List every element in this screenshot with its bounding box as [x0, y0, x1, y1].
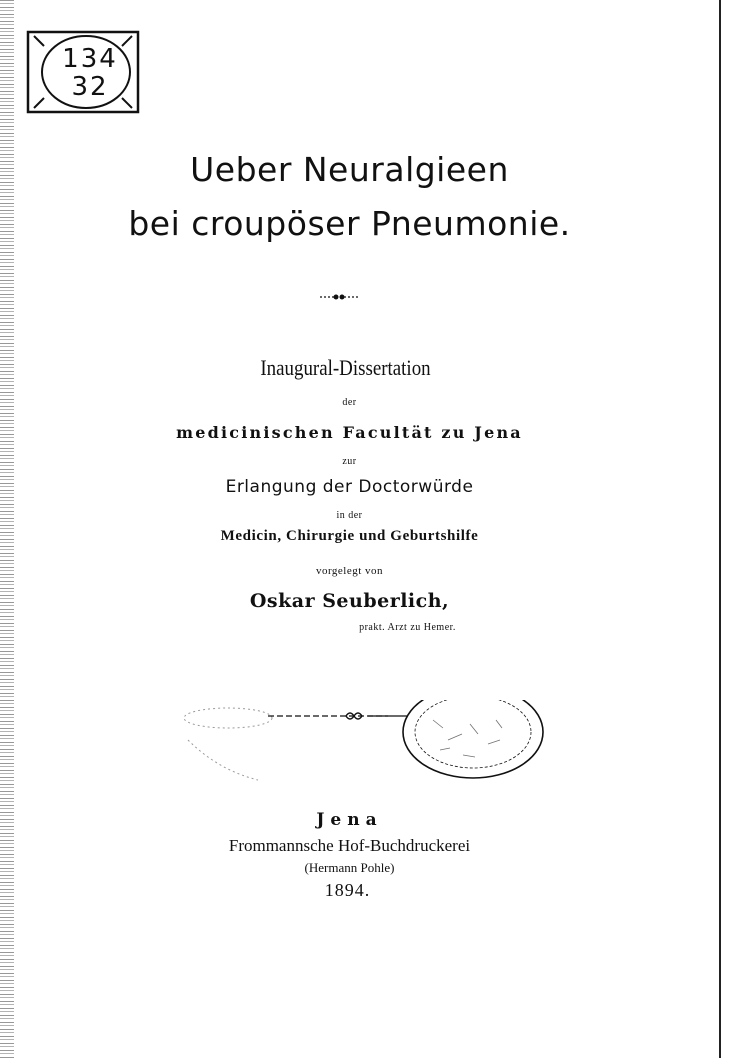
- purpose-line: Erlangung der Doctorwürde: [225, 477, 474, 497]
- dissertation-heading: Inaugural-Dissertation: [260, 355, 431, 380]
- fields-line: Medicin, Chirurgie und Geburtshilfe: [220, 528, 479, 544]
- presented-by-line: vorgelegt von: [315, 565, 384, 577]
- title-line-2: bei croupöser Pneumonie.: [128, 204, 571, 243]
- imprint-printer: (Hermann Pohle): [304, 860, 395, 875]
- ornament-divider: [320, 292, 360, 302]
- ornamental-rule-with-seal: [178, 700, 548, 790]
- text-in-der: in der: [336, 510, 363, 521]
- imprint-publisher: Frommannsche Hof-Buchdruckerei: [228, 836, 471, 855]
- author-name: Oskar Seuberlich,: [249, 590, 450, 612]
- imprint-year: 1894.: [324, 880, 371, 900]
- faculty-line: medicinischen Facultät zu Jena: [176, 423, 523, 442]
- text-der: der: [342, 397, 357, 408]
- author-title: prakt. Arzt zu Hemer.: [359, 622, 456, 633]
- title-line-1: Ueber Neuralgieen: [190, 150, 509, 189]
- stamp-number-top: 134: [62, 44, 118, 74]
- stamp-number-bottom: 32: [71, 72, 109, 102]
- scan-right-edge: [719, 0, 731, 1058]
- text-zur: zur: [342, 456, 357, 467]
- imprint-city: Jena: [316, 810, 383, 830]
